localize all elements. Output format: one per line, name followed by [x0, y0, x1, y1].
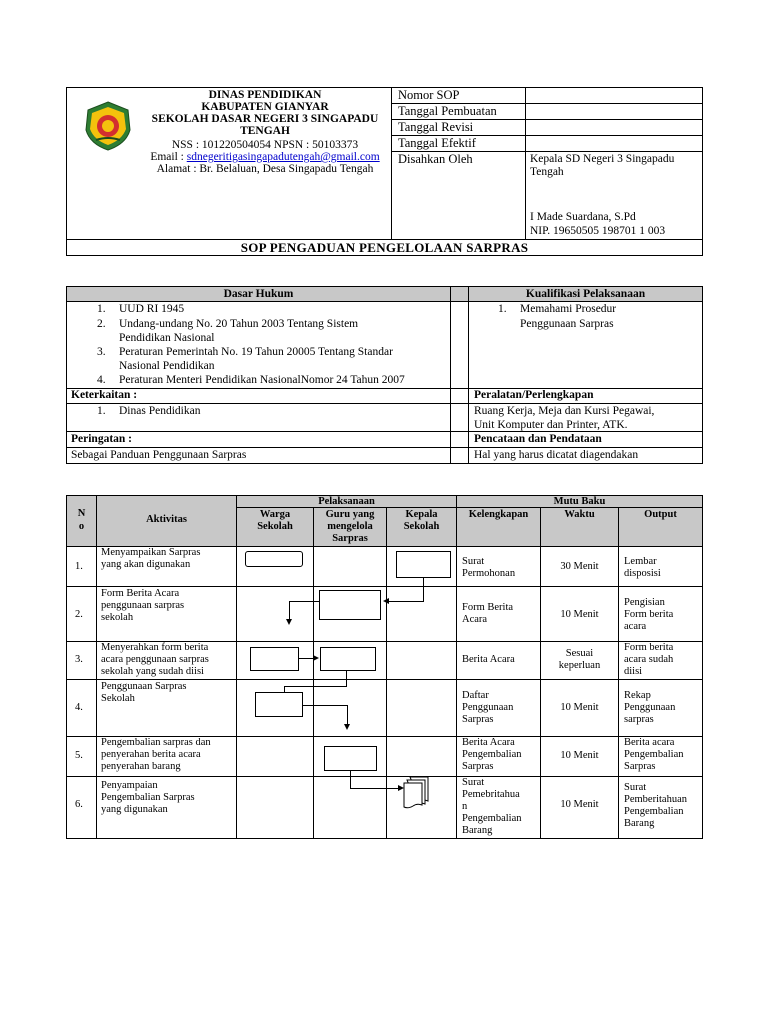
dasar-hukum-num-2: 2. [97, 318, 106, 330]
peralatan-header: Peralatan/Perlengkapan [474, 389, 594, 401]
school-nss: NSS : 101220504054 NPSN : 50103373 [171, 139, 359, 151]
row-2-output-1: Pengisian [624, 597, 665, 608]
flow-box-guru-2 [319, 590, 381, 620]
row-5-kelengkapan-3: Sarpras [462, 761, 494, 772]
row-1-kelengkapan-2: Permohonan [462, 568, 516, 579]
row-6-kelengkapan-2: Pemebritahua [462, 789, 520, 800]
row-2-aktivitas-1: Form Berita Acara [101, 588, 180, 599]
row-3-kelengkapan-1: Berita Acara [462, 654, 515, 665]
col-kepala-1: Kepala [405, 509, 438, 520]
row-6-kelengkapan-4: Pengembalian [462, 813, 522, 824]
peralatan-line-2: Unit Komputer dan Printer, ATK. [474, 419, 628, 431]
school-line-4: TENGAH [240, 125, 290, 137]
flow-start-warga [245, 551, 303, 567]
row-4-aktivitas-1: Penggunaan Sarpras [101, 681, 187, 692]
kualifikasi-line-2: Penggunaan Sarpras [520, 318, 614, 330]
dasar-hukum-num-4: 4. [97, 374, 106, 386]
dasar-hukum-num-1: 1. [97, 303, 106, 315]
row-3-waktu-1: Sesuai [565, 648, 594, 659]
flow-connector [346, 671, 347, 686]
school-line-1: DINAS PENDIDIKAN [208, 89, 322, 101]
peralatan-line-1: Ruang Kerja, Meja dan Kursi Pegawai, [474, 405, 655, 417]
flow-connector [284, 686, 347, 687]
row-4-waktu: 10 Menit [560, 702, 599, 713]
row-1-output-1: Lembar [624, 556, 657, 567]
row-2-kelengkapan-2: Acara [462, 614, 488, 625]
row-2-output-3: acara [624, 621, 647, 632]
flow-arrow [313, 655, 319, 661]
flow-connector [303, 705, 348, 706]
flow-arrow [383, 598, 389, 604]
col-kepala-2: Sekolah [403, 521, 440, 532]
row-2-aktivitas-3: sekolah [101, 612, 134, 623]
row-4-output-3: sarpras [624, 714, 654, 725]
school-address: Alamat : Br. Belaluan, Desa Singapadu Tengah [156, 163, 374, 175]
flow-box-guru-3 [320, 647, 376, 671]
flow-box-warga-3 [250, 647, 299, 671]
flow-document-icon [402, 776, 430, 810]
row-6-aktivitas-3: yang digunakan [101, 804, 168, 815]
row-3-aktivitas-1: Menyerahkan form berita [101, 642, 209, 653]
flow-box-guru-5 [324, 746, 377, 771]
row-3-aktivitas-2: acara penggunaan sarpras [101, 654, 209, 665]
approver-name: I Made Suardana, S.Pd [530, 211, 636, 223]
field-tanggal-pembuatan: Tanggal Pembuatan [398, 104, 497, 118]
row-1-no: 1. [75, 561, 83, 572]
row-6-aktivitas-2: Pengembalian Sarpras [101, 792, 195, 803]
page-title: SOP PENGADUAN PENGELOLAAN SARPRAS [240, 240, 529, 255]
row-2-waktu: 10 Menit [560, 609, 599, 620]
field-tanggal-revisi: Tanggal Revisi [398, 120, 474, 134]
row-2-no: 2. [75, 609, 83, 620]
row-3-output-1: Form berita [624, 642, 674, 653]
col-mutu: Mutu Baku [553, 496, 606, 507]
row-6-kelengkapan-3: n [462, 801, 468, 812]
flow-connector [299, 658, 313, 659]
row-4-aktivitas-2: Sekolah [101, 693, 135, 704]
flow-connector [350, 788, 398, 789]
approver-title-2: Tengah [530, 166, 564, 178]
row-2-output-2: Form berita [624, 609, 674, 620]
col-warga-2: Sekolah [257, 521, 293, 532]
row-1-waktu: 30 Menit [560, 561, 599, 572]
row-6-no: 6. [75, 799, 83, 810]
row-5-kelengkapan-1: Berita Acara [462, 737, 515, 748]
flow-connector [423, 578, 424, 602]
dasar-hukum-item-2a: Undang-undang No. 20 Tahun 2003 Tentang Sistem [119, 318, 359, 330]
kualifikasi-header: Kualifikasi Pelaksanaan [525, 288, 646, 300]
dasar-hukum-num-3: 3. [97, 346, 106, 358]
row-6-waktu: 10 Menit [560, 799, 599, 810]
row-5-aktivitas-2: penyerahan berita acara [101, 749, 201, 760]
row-5-output-3: Sarpras [624, 761, 656, 772]
row-4-output-1: Rekap [624, 690, 651, 701]
pencatatan-header: Pencataan dan Pendataan [474, 433, 602, 445]
row-5-aktivitas-3: penyerahan barang [101, 761, 181, 772]
keterkaitan-num: 1. [97, 405, 106, 417]
approver-nip: NIP. 19650505 198701 1 003 [530, 225, 666, 237]
flow-box-warga-4 [255, 692, 303, 717]
row-3-no: 3. [75, 654, 83, 665]
row-2-kelengkapan-1: Form Berita [462, 602, 514, 613]
dasar-hukum-header: Dasar Hukum [223, 288, 294, 300]
col-guru-3: Sarpras [332, 533, 368, 544]
row-5-kelengkapan-2: Pengembalian [462, 749, 522, 760]
pencatatan-text: Hal yang harus dicatat diagendakan [474, 449, 639, 461]
row-3-output-3: diisi [624, 666, 643, 677]
row-1-aktivitas-1: Menyampaikan Sarpras [101, 547, 201, 558]
school-logo [82, 100, 134, 152]
col-waktu: Waktu [564, 509, 595, 520]
row-5-waktu: 10 Menit [560, 750, 599, 761]
row-4-kelengkapan-3: Sarpras [462, 714, 494, 725]
row-6-output-2: Pemberitahuan [624, 794, 687, 805]
row-3-waktu-2: keperluan [558, 660, 601, 671]
row-4-kelengkapan-1: Daftar [462, 690, 489, 701]
row-1-kelengkapan-1: Surat [462, 556, 485, 567]
row-6-output-4: Barang [624, 818, 655, 829]
field-nomor-sop: Nomor SOP [398, 88, 460, 102]
row-5-aktivitas-1: Pengembalian sarpras dan [101, 737, 211, 748]
col-aktivitas: Aktivitas [146, 514, 187, 525]
row-1-aktivitas-2: yang akan digunakan [101, 559, 191, 570]
col-output: Output [644, 509, 677, 520]
kualifikasi-num: 1. [498, 303, 507, 315]
dasar-hukum-item-2b: Pendidikan Nasional [119, 332, 215, 344]
row-6-kelengkapan-5: Barang [462, 825, 493, 836]
row-4-kelengkapan-2: Penggunaan [462, 702, 514, 713]
row-3-output-2: acara sudah [624, 654, 674, 665]
row-6-kelengkapan-1: Surat [462, 777, 485, 788]
row-6-output-3: Pengembalian [624, 806, 684, 817]
row-5-output-1: Berita acara [624, 737, 675, 748]
peringatan-header: Peringatan : [71, 433, 133, 445]
school-line-3: SEKOLAH DASAR NEGERI 3 SINGAPADU [151, 113, 379, 125]
email-link[interactable]: sdnegeritigasingapadutengah@gmail.com [186, 151, 380, 163]
dasar-hukum-item-1: UUD RI 1945 [119, 303, 185, 315]
flow-connector [350, 771, 351, 788]
keterkaitan-header: Keterkaitan : [71, 389, 138, 401]
approver-title-1: Kepala SD Negeri 3 Singapadu [530, 153, 675, 165]
row-3-aktivitas-3: sekolah yang sudah diisi [101, 666, 204, 677]
dasar-hukum-item-4: Peraturan Menteri Pendidikan NasionalNomor 24 Tahun 2007 [119, 374, 405, 386]
flow-connector [388, 601, 424, 602]
row-6-output-1: Surat [624, 782, 647, 793]
row-6-aktivitas-1: Penyampaian [101, 780, 158, 791]
dasar-hukum-item-3b: Nasional Pendidikan [119, 360, 215, 372]
row-1-output-2: disposisi [624, 568, 661, 579]
col-guru-2: mengelola [327, 521, 373, 532]
flow-arrow [344, 724, 350, 730]
col-pelaksanaan: Pelaksanaan [318, 496, 375, 507]
col-warga-1: Warga [259, 509, 291, 520]
peringatan-text: Sebagai Panduan Penggunaan Sarpras [71, 449, 247, 461]
flow-arrow [286, 619, 292, 625]
row-4-no: 4. [75, 702, 83, 713]
col-no-2: o [78, 521, 85, 532]
flow-box-kepala-1 [396, 551, 451, 578]
flow-connector [289, 601, 319, 602]
email-label: Email : [150, 151, 187, 163]
row-5-output-2: Pengembalian [624, 749, 684, 760]
flow-connector [289, 601, 290, 619]
row-2-aktivitas-2: penggunaan sarpras [101, 600, 185, 611]
school-line-2: KABUPATEN GIANYAR [201, 101, 329, 113]
col-no-1: N [77, 508, 86, 519]
flow-connector [347, 705, 348, 725]
row-4-output-2: Penggunaan [624, 702, 676, 713]
col-guru-1: Guru yang [325, 509, 375, 520]
kualifikasi-line-1: Memahami Prosedur [520, 303, 617, 315]
col-kelengkapan: Kelengkapan [468, 509, 529, 520]
keterkaitan-item: Dinas Pendidikan [119, 405, 201, 417]
row-5-no: 5. [75, 750, 83, 761]
field-tanggal-efektif: Tanggal Efektif [398, 136, 476, 150]
dasar-hukum-item-3a: Peraturan Pemerintah No. 19 Tahun 20005 Tentang Standar [119, 346, 393, 358]
field-disahkan-oleh: Disahkan Oleh [398, 152, 473, 166]
